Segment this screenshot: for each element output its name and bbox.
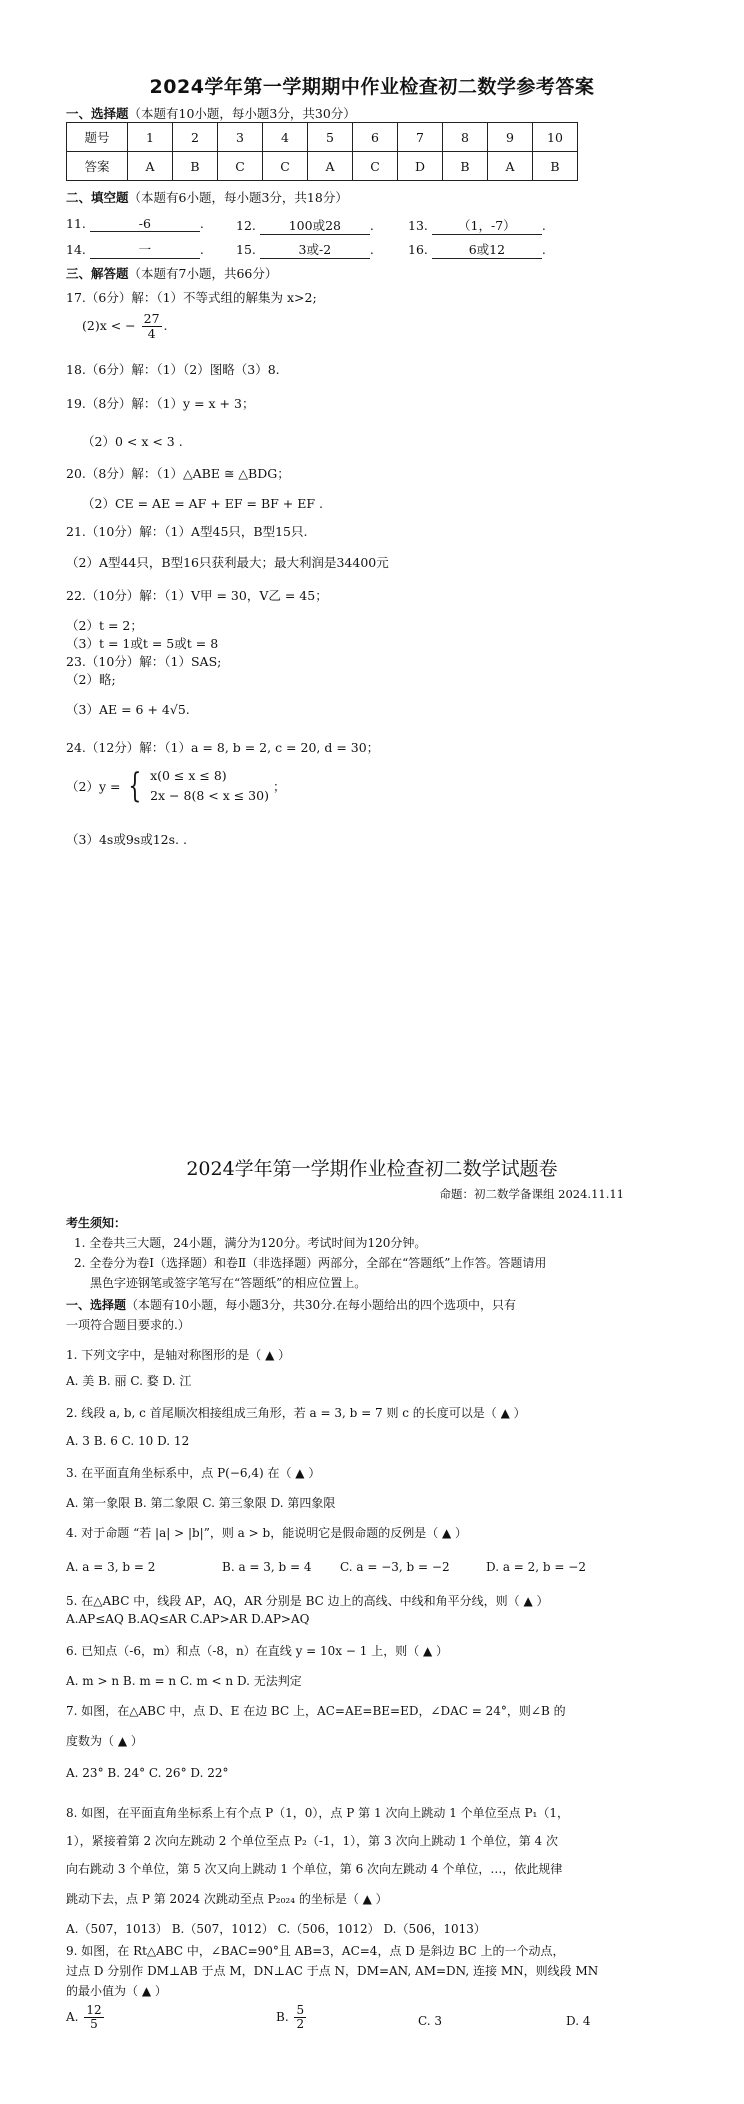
table-cell: 7 — [398, 123, 443, 152]
table-cell: D — [398, 152, 443, 181]
table-cell: 2 — [173, 123, 218, 152]
answer-19-part1: 19.（8分）解：（1）y = x + 3； — [66, 396, 255, 411]
answer-17-part2: (2)x < − $\frac{27}{4}$ . — [82, 311, 168, 341]
notice-item-2b: 黑色字迹钢笔或签字笔写在“答题纸”的相应位置上。 — [90, 1276, 367, 1290]
notice-title: 考生须知： — [66, 1216, 127, 1230]
table-cell: 9 — [488, 123, 533, 152]
answer-22-part2: （2）t = 2； — [66, 618, 143, 633]
question-2: 2. 线段 a, b, c 首尾顺次相接组成三角形，若 a = 3, b = 7 则 c 的长度可以是（ ▲ ） — [66, 1406, 526, 1420]
table-row-numbers — [67, 123, 578, 152]
question-1: 1. 下列文字中，是轴对称图形的是（ ▲ ） — [66, 1348, 291, 1362]
table-cell: B — [533, 152, 578, 181]
question-7-continued: 度数为（ ▲ ） — [66, 1734, 143, 1748]
brace-symbol: { — [128, 766, 142, 806]
row-label-number: 题号 — [67, 123, 128, 152]
table-cell: A — [488, 152, 533, 181]
question-9-option-a: A. $\frac{12}{5}$ — [66, 2003, 102, 2032]
notice-item-2a: 2. 全卷分为卷Ⅰ（选择题）和卷Ⅱ（非选择题）两部分，全部在“答题纸”上作答。答题请用 — [74, 1256, 547, 1270]
row-label-answer: 答案 — [67, 152, 128, 181]
answer-24-part1: 24.（12分）解：（1）a = 8, b = 2, c = 20, d = 30； — [66, 740, 380, 755]
table-cell: 6 — [353, 123, 398, 152]
question-4-option-c: C. a = −3, b = −2 — [340, 1560, 450, 1574]
question-4: 4. 对于命题 “若 |a| > |b|”，则 a > b，能说明它是假命题的反例是（ ▲ ） — [66, 1526, 468, 1540]
question-9-line1: 9. 如图，在 Rt△ABC 中，∠BAC=90°且 AB=3，AC=4，点 D 是斜边 BC 上的一个动点， — [66, 1944, 565, 1958]
answer-20-part1: 20.（8分）解：（1）△ABE ≅ △BDG； — [66, 466, 290, 481]
answer-24-part2: （2）y = { x(0 ≤ x ≤ 8) 2x − 8(8 < x ≤ 30) ； — [66, 766, 286, 806]
answer-18: 18.（6分）解：（1）（2）图略（3）8. — [66, 362, 280, 377]
fill-answer-11: 11. -6 . — [66, 216, 204, 231]
question-2-options: A. 3 B. 6 C. 10 D. 12 — [66, 1434, 190, 1448]
question-9-option-d: D. 4 — [566, 2014, 591, 2028]
question-4-option-b: B. a = 3, b = 4 — [222, 1560, 312, 1574]
table-cell: A — [128, 152, 173, 181]
answer-23-part2: （2）略; — [66, 672, 116, 687]
question-7: 7. 如图，在△ABC 中，点 D、E 在边 BC 上，AC=AE=BE=ED，∠DAC = 24°，则∠B 的 — [66, 1704, 566, 1718]
table-cell: 3 — [218, 123, 263, 152]
question-4-option-d: D. a = 2, b = −2 — [486, 1560, 586, 1574]
section-choice-heading: 一、选择题（本题有10小题，每小题3分，共30分） — [66, 106, 356, 121]
exam-section-choice: 一、选择题（本题有10小题，每小题3分，共30分.在每小题给出的四个选项中，只有 — [66, 1298, 517, 1312]
answer-20-part2: （2）CE = AE = AF + EF = BF + EF . — [82, 496, 323, 511]
table-cell: 5 — [308, 123, 353, 152]
table-cell: C — [353, 152, 398, 181]
answer-17-part1: 17.（6分）解：（1）不等式组的解集为 x>2; — [66, 290, 317, 305]
question-8-line3: 向右跳动 3 个单位，第 5 次又向上跳动 1 个单位，第 6 次向左跳动 4 个单位，…，依此规律 — [66, 1862, 563, 1876]
question-7-options: A. 23° B. 24° C. 26° D. 22° — [66, 1766, 229, 1780]
notice-item-1: 1. 全卷共三大题，24小题，满分为120分。考试时间为120分钟。 — [74, 1236, 427, 1250]
exam-page — [0, 1090, 744, 2104]
question-5-options: A.AP≤AQ B.AQ≤AR C.AP>AR D.AP>AQ — [66, 1612, 310, 1626]
choice-answer-table — [66, 122, 578, 181]
table-row-answers — [67, 152, 578, 181]
question-6-options: A. m > n B. m = n C. m < n D. 无法判定 — [66, 1674, 302, 1688]
question-9-option-b: B. $\frac{5}{2}$ — [276, 2003, 305, 2032]
section-solve-heading: 三、解答题（本题有7小题，共66分） — [66, 266, 278, 281]
question-8-line1: 8. 如图，在平面直角坐标系上有个点 P（1，0），点 P 第 1 次向上跳动 1 个单位至点 P₁（1， — [66, 1806, 569, 1820]
question-3-options: A. 第一象限 B. 第二象限 C. 第三象限 D. 第四象限 — [66, 1496, 336, 1510]
exam-subtitle: 命题：初二数学备课组 2024.11.11 — [439, 1187, 624, 1201]
table-cell: 4 — [263, 123, 308, 152]
question-3: 3. 在平面直角坐标系中，点 P(−6,4) 在（ ▲ ） — [66, 1466, 321, 1480]
fraction: $\frac{27}{4}$ — [143, 311, 160, 341]
answer-19-part2: （2）0 < x < 3 . — [82, 434, 183, 449]
table-cell: C — [263, 152, 308, 181]
question-8-line4: 跳动下去，点 P 第 2024 次跳动至点 P₂₀₂₄ 的坐标是（ ▲ ） — [66, 1892, 388, 1906]
question-8-options: A.（507，1013） B.（507，1012） C.（506，1012） D.（506，1013） — [66, 1922, 486, 1936]
exam-section-choice-desc2: 一项符合题目要求的.） — [66, 1318, 190, 1332]
table-cell: 10 — [533, 123, 578, 152]
answer-21-part1: 21.（10分）解：（1）A型45只，B型15只. — [66, 524, 308, 539]
section-fill-heading: 二、填空题（本题有6小题，每小题3分，共18分） — [66, 190, 348, 205]
answer-23-part3: （3）AE = 6 + 4√5. — [66, 702, 190, 717]
question-8-line2: 1），紧接着第 2 次向左跳动 2 个单位至点 P₂（-1，1），第 3 次向上跳动 1 个单位，第 4 次 — [66, 1834, 558, 1848]
fill-answer-12: 12. 100或28 . — [236, 218, 374, 233]
answer-22-part3: （3）t = 1或t = 5或t = 8 — [66, 636, 219, 651]
fill-answer-16: 16. 6或12 . — [408, 242, 546, 257]
table-cell: 8 — [443, 123, 488, 152]
question-5: 5. 在△ABC 中，线段 AP，AQ，AR 分别是 BC 边上的高线、中线和角平分线，则（ ▲ ） — [66, 1594, 549, 1608]
table-cell: B — [173, 152, 218, 181]
exam-title: 2024学年第一学期作业检查初二数学试题卷 — [186, 1158, 558, 1180]
fill-answer-13: 13. （1，-7） . — [408, 218, 546, 233]
question-1-options: A. 美 B. 丽 C. 婺 D. 江 — [66, 1374, 192, 1388]
question-9-option-c: C. 3 — [418, 2014, 443, 2028]
answer-24-part3: （3）4s或9s或12s. . — [66, 832, 187, 847]
question-6: 6. 已知点（-6，m）和点（-8，n）在直线 y = 10x − 1 上，则（ ▲ ） — [66, 1644, 449, 1658]
question-4-option-a: A. a = 3, b = 2 — [66, 1560, 156, 1574]
question-9-line2: 过点 D 分别作 DM⊥AB 于点 M，DN⊥AC 于点 N，DM=AN, AM=DN, 连接 MN，则线段 MN — [66, 1964, 599, 1978]
table-cell: C — [218, 152, 263, 181]
answer-key-title: 2024学年第一学期期中作业检查初二数学参考答案 — [149, 76, 595, 98]
answer-21-part2: （2）A型44只，B型16只获利最大；最大利润是34400元 — [66, 555, 389, 570]
answer-22-part1: 22.（10分）解：（1）V甲 = 30，V乙 = 45； — [66, 588, 328, 603]
fill-answer-15: 15. 3或-2 . — [236, 242, 374, 257]
fill-answer-14: 14. 一 . — [66, 242, 204, 257]
piecewise-cases: x(0 ≤ x ≤ 8) 2x − 8(8 < x ≤ 30) — [150, 768, 269, 803]
question-9-line3: 的最小值为（ ▲ ） — [66, 1984, 167, 1998]
table-cell: A — [308, 152, 353, 181]
table-cell: B — [443, 152, 488, 181]
fraction: $\frac{5}{2}$ — [296, 2003, 305, 2032]
answer-23-part1: 23.（10分）解：（1）SAS; — [66, 654, 222, 669]
fraction: $\frac{12}{5}$ — [86, 2003, 102, 2032]
table-cell: 1 — [128, 123, 173, 152]
